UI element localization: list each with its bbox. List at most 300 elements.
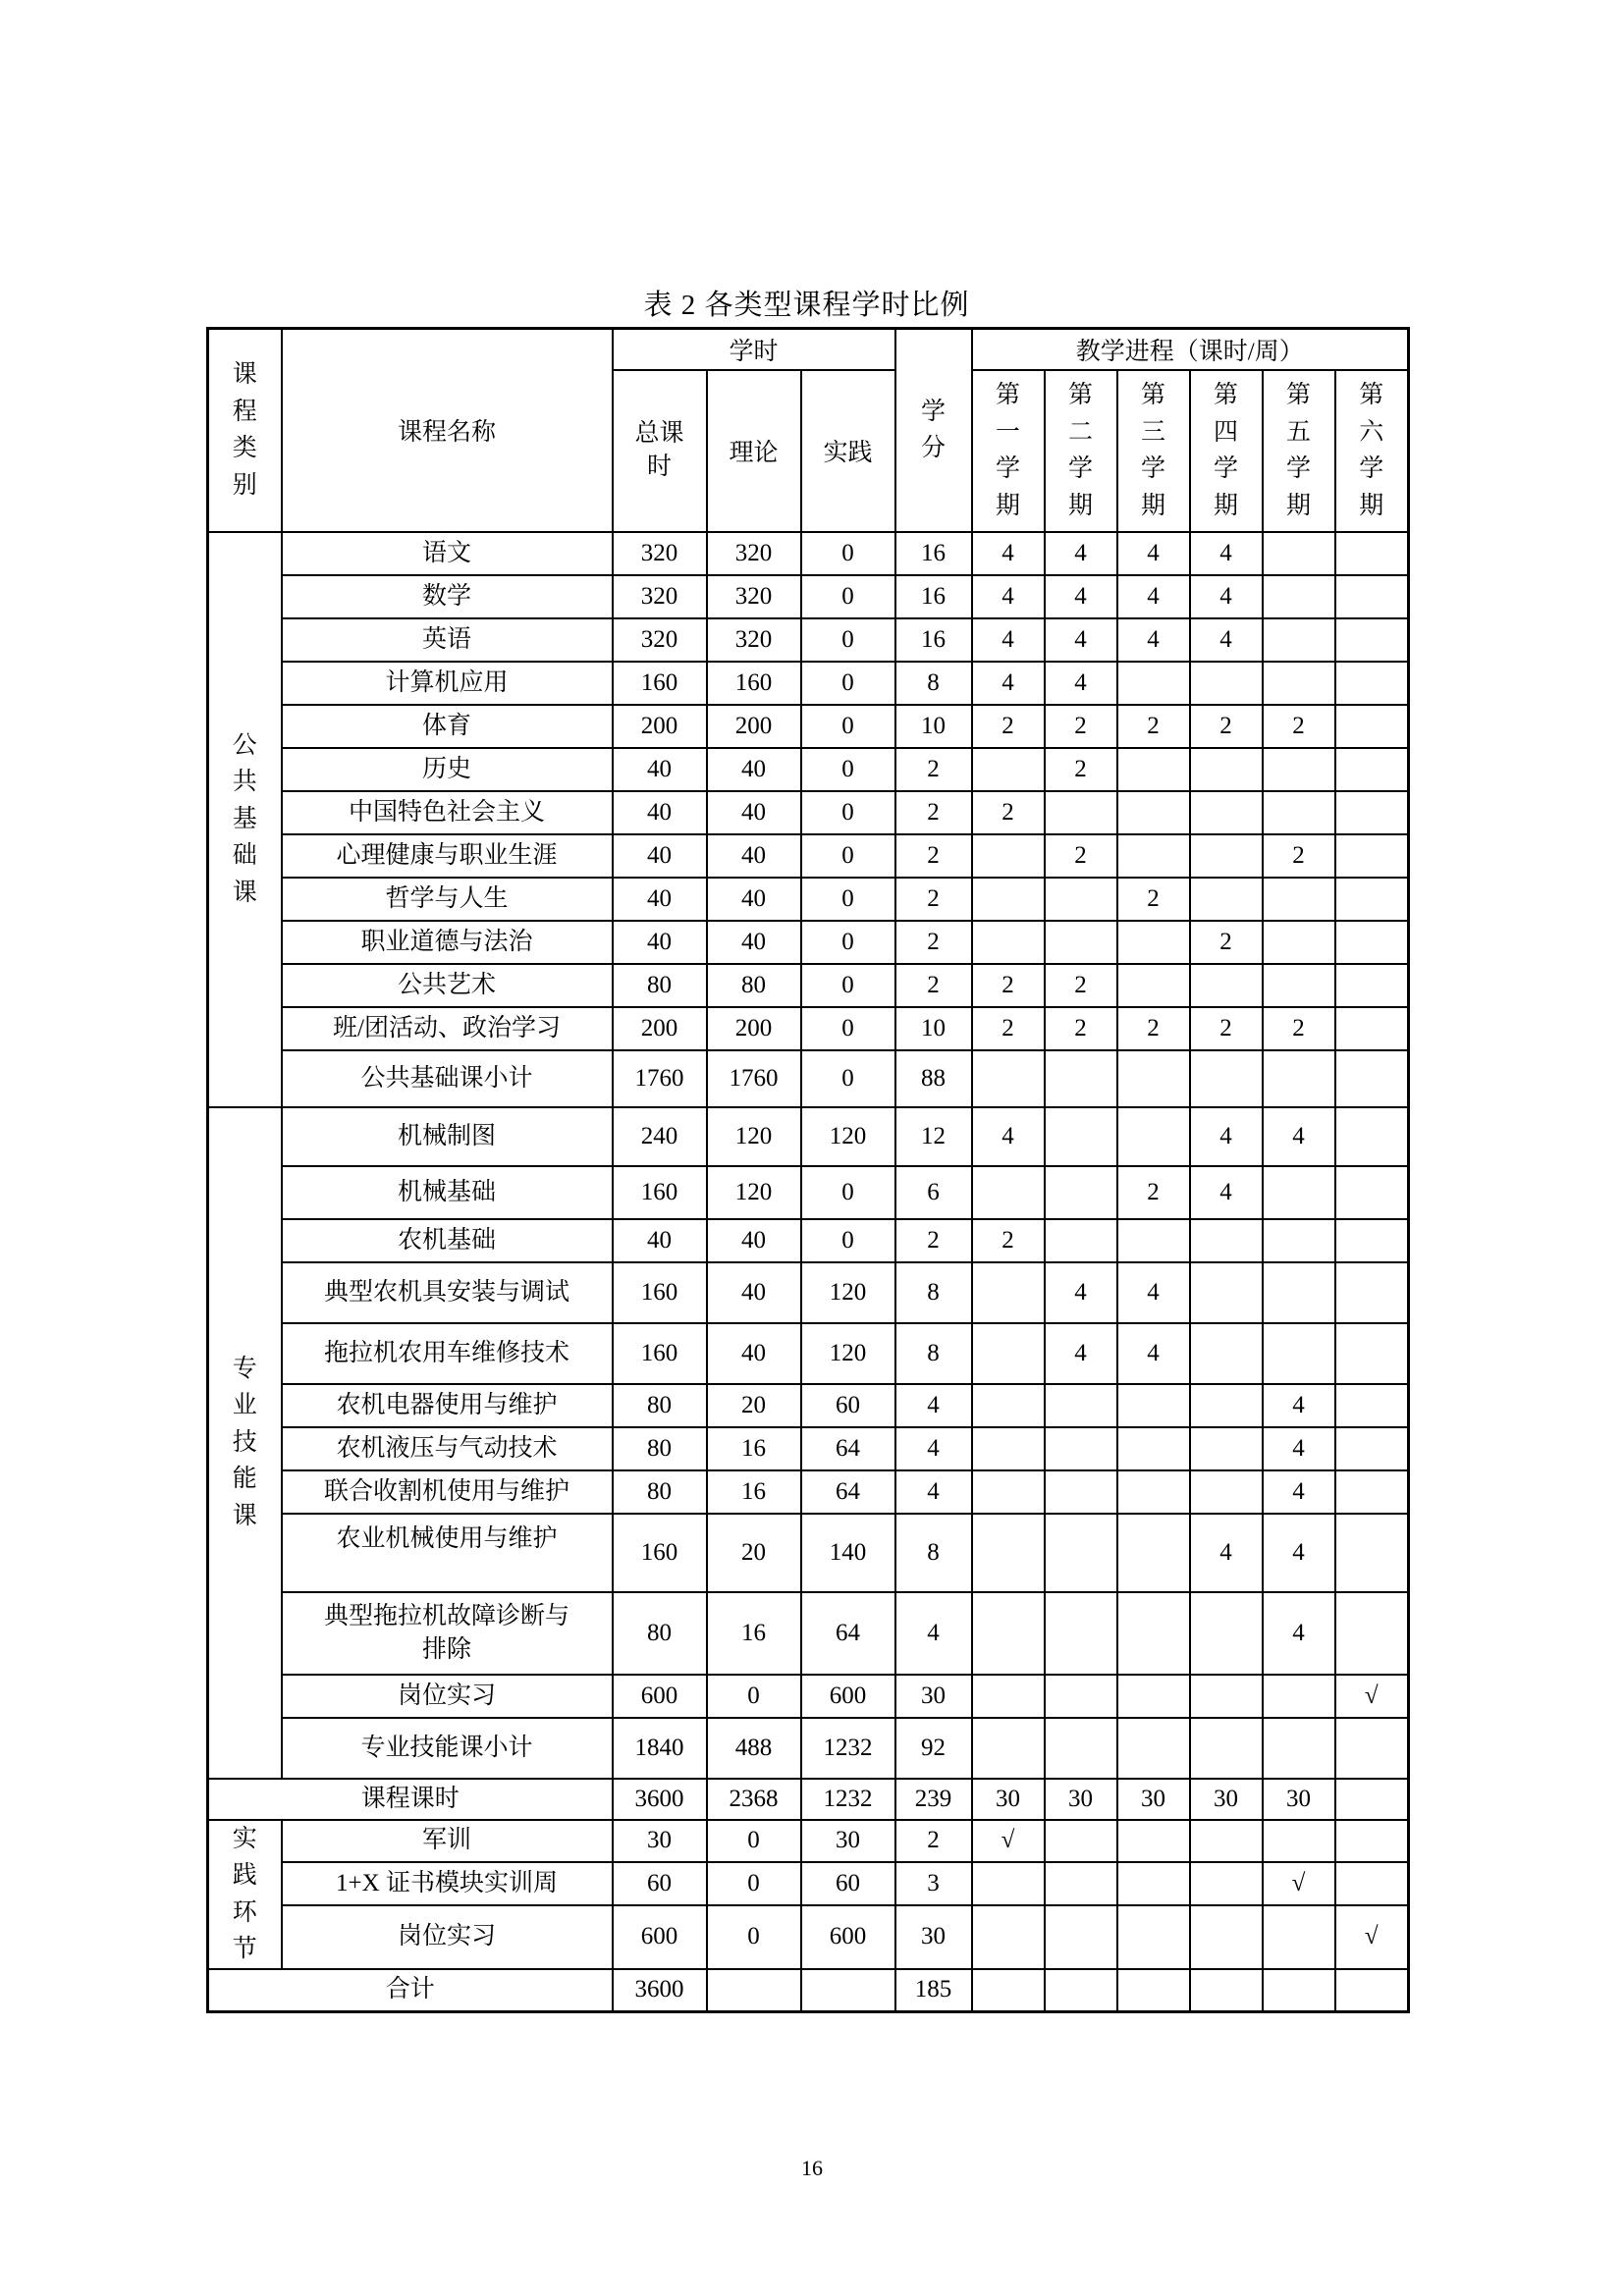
cell-semester-4 xyxy=(1190,1323,1263,1384)
course-name-text: 职业道德与法治 xyxy=(360,928,533,955)
course-name-text: 农机基础 xyxy=(397,1226,496,1254)
cell-semester-1 xyxy=(972,1862,1045,1905)
cell-total: 160 xyxy=(613,1262,707,1323)
cell-semester-4: 30 xyxy=(1190,1779,1263,1820)
cell-semester-4: 4 xyxy=(1190,1514,1263,1592)
cell-total: 40 xyxy=(613,834,707,878)
header-semester-5-text: 第五学期 xyxy=(1285,382,1311,519)
cell-course-name xyxy=(282,1384,613,1427)
cell-semester-3 xyxy=(1117,791,1190,834)
course-name-text: 计算机应用 xyxy=(385,668,509,696)
header-semester-4 xyxy=(1190,370,1263,532)
cell-semester-3 xyxy=(1117,1514,1190,1592)
cell-semester-6 xyxy=(1335,1323,1409,1384)
cell-course-name xyxy=(282,575,613,618)
cell-semester-4 xyxy=(1190,662,1263,705)
cell-semester-1: 2 xyxy=(972,791,1045,834)
cell-semester-6 xyxy=(1335,1427,1409,1470)
cell-practice: 60 xyxy=(801,1862,895,1905)
cell-total: 320 xyxy=(613,618,707,662)
cell-total: 80 xyxy=(613,964,707,1007)
cell-theory: 200 xyxy=(707,705,801,748)
cell-practice: 0 xyxy=(801,1050,895,1107)
cell-theory: 2368 xyxy=(707,1779,801,1820)
cell-course-name xyxy=(282,964,613,1007)
cell-course-name xyxy=(282,1262,613,1323)
cell-semester-1: 4 xyxy=(972,1107,1045,1166)
cell-semester-2 xyxy=(1045,1050,1117,1107)
course-name-text: 1+X 证书模块实训周 xyxy=(336,1870,558,1897)
header-semester-4-text: 第四学期 xyxy=(1213,382,1238,519)
cell-credits: 16 xyxy=(895,532,972,575)
cell-semester-5: 2 xyxy=(1263,705,1335,748)
course-row xyxy=(208,618,1409,662)
cell-semester-1 xyxy=(972,1592,1045,1675)
header-semester-1-text: 第一学期 xyxy=(995,382,1020,519)
cell-semester-6 xyxy=(1335,705,1409,748)
cell-theory: 40 xyxy=(707,1323,801,1384)
course-row xyxy=(208,1262,1409,1323)
cell-semester-4 xyxy=(1190,1592,1263,1675)
cell-semester-6 xyxy=(1335,1592,1409,1675)
cell-semester-3: 4 xyxy=(1117,618,1190,662)
header-semester-2 xyxy=(1045,370,1117,532)
cell-practice: 0 xyxy=(801,575,895,618)
cell-semester-4 xyxy=(1190,878,1263,921)
page-number: 16 xyxy=(801,2156,823,2180)
cell-practice: 0 xyxy=(801,618,895,662)
cell-course-name xyxy=(282,1427,613,1470)
header-semester-5 xyxy=(1263,370,1335,532)
cell-semester-6 xyxy=(1335,1007,1409,1050)
course-name-text: 专业技能课小计 xyxy=(360,1734,533,1761)
cell-semester-1: 30 xyxy=(972,1779,1045,1820)
cell-semester-3 xyxy=(1117,1592,1190,1675)
cell-course-name xyxy=(282,921,613,964)
cell-credits: 8 xyxy=(895,1514,972,1592)
header-theory: 理论 xyxy=(707,370,801,532)
cell-semester-5 xyxy=(1263,1718,1335,1779)
course-row xyxy=(208,532,1409,575)
cell-semester-1 xyxy=(972,1969,1045,2012)
course-row xyxy=(208,1718,1409,1779)
cell-practice: 0 xyxy=(801,1166,895,1219)
cell-semester-3: 4 xyxy=(1117,1323,1190,1384)
course-row xyxy=(208,1166,1409,1219)
section-category-text: 实践环节 xyxy=(232,1825,257,1962)
course-name-text: 农机电器使用与维护 xyxy=(336,1391,558,1418)
cell-semester-2 xyxy=(1045,1969,1117,2012)
cell-theory: 0 xyxy=(707,1675,801,1718)
cell-credits: 2 xyxy=(895,964,972,1007)
cell-course-name xyxy=(282,1514,613,1592)
cell-course-name xyxy=(282,748,613,791)
cell-semester-4: 4 xyxy=(1190,618,1263,662)
cell-total: 1760 xyxy=(613,1050,707,1107)
cell-practice: 30 xyxy=(801,1820,895,1863)
cell-semester-3 xyxy=(1117,834,1190,878)
cell-theory: 20 xyxy=(707,1514,801,1592)
section-category-label xyxy=(208,1820,282,1969)
header-semester-2-text: 第二学期 xyxy=(1067,382,1093,519)
cell-semester-6 xyxy=(1335,1107,1409,1166)
cell-theory: 40 xyxy=(707,1219,801,1262)
course-name-text: 岗位实习 xyxy=(397,1923,496,1950)
header-semester-3 xyxy=(1117,370,1190,532)
header-semester-1 xyxy=(972,370,1045,532)
cell-semester-5: 4 xyxy=(1263,1384,1335,1427)
cell-semester-6: √ xyxy=(1335,1905,1409,1969)
cell-semester-2 xyxy=(1045,1219,1117,1262)
cell-total: 160 xyxy=(613,1166,707,1219)
cell-semester-4 xyxy=(1190,748,1263,791)
course-name-text: 典型农机具安装与调试 xyxy=(323,1278,569,1306)
header-progress-group: 教学进程（课时/周） xyxy=(972,329,1409,370)
cell-practice: 64 xyxy=(801,1592,895,1675)
cell-semester-3 xyxy=(1117,1820,1190,1863)
cell-semester-6 xyxy=(1335,1969,1409,2012)
cell-credits: 16 xyxy=(895,575,972,618)
cell-semester-1: 4 xyxy=(972,618,1045,662)
cell-total: 60 xyxy=(613,1862,707,1905)
cell-credits: 8 xyxy=(895,1323,972,1384)
course-name-text: 农机液压与气动技术 xyxy=(336,1434,558,1462)
course-row xyxy=(208,1007,1409,1050)
cell-credits: 92 xyxy=(895,1718,972,1779)
cell-credits: 10 xyxy=(895,705,972,748)
cell-semester-1 xyxy=(972,748,1045,791)
cell-semester-4: 2 xyxy=(1190,705,1263,748)
cell-semester-2: 30 xyxy=(1045,1779,1117,1820)
course-name-text: 体育 xyxy=(421,712,471,739)
cell-theory: 40 xyxy=(707,834,801,878)
header-practice: 实践 xyxy=(801,370,895,532)
course-name-text: 数学 xyxy=(421,582,471,610)
cell-total: 80 xyxy=(613,1592,707,1675)
cell-semester-5 xyxy=(1263,748,1335,791)
course-name-text: 农业机械使用与维护 xyxy=(336,1524,558,1552)
cell-total: 600 xyxy=(613,1675,707,1718)
cell-semester-2: 2 xyxy=(1045,1007,1117,1050)
cell-total: 3600 xyxy=(613,1969,707,2012)
cell-total: 240 xyxy=(613,1107,707,1166)
cell-semester-5: 4 xyxy=(1263,1470,1335,1514)
cell-semester-6 xyxy=(1335,532,1409,575)
cell-semester-5 xyxy=(1263,1969,1335,2012)
cell-semester-2 xyxy=(1045,1514,1117,1592)
cell-semester-5: 4 xyxy=(1263,1592,1335,1675)
cell-semester-6 xyxy=(1335,878,1409,921)
cell-practice: 0 xyxy=(801,1219,895,1262)
cell-course-name xyxy=(282,1675,613,1718)
cell-course-name xyxy=(208,1969,613,2012)
cell-total: 40 xyxy=(613,878,707,921)
cell-semester-2: 4 xyxy=(1045,1323,1117,1384)
cell-course-name xyxy=(282,1470,613,1514)
course-row xyxy=(208,748,1409,791)
cell-theory: 120 xyxy=(707,1166,801,1219)
cell-semester-4 xyxy=(1190,1675,1263,1718)
cell-practice: 600 xyxy=(801,1905,895,1969)
cell-credits: 185 xyxy=(895,1969,972,2012)
cell-course-name xyxy=(282,834,613,878)
cell-semester-1 xyxy=(972,1675,1045,1718)
header-row-groups xyxy=(208,329,1409,370)
course-row xyxy=(208,791,1409,834)
cell-semester-3 xyxy=(1117,1107,1190,1166)
course-row xyxy=(208,1219,1409,1262)
cell-total: 320 xyxy=(613,575,707,618)
course-row xyxy=(208,1969,1409,2012)
cell-total: 160 xyxy=(613,662,707,705)
cell-practice: 140 xyxy=(801,1514,895,1592)
cell-semester-3: 2 xyxy=(1117,1166,1190,1219)
cell-semester-3: 4 xyxy=(1117,532,1190,575)
cell-credits: 10 xyxy=(895,1007,972,1050)
cell-semester-6 xyxy=(1335,1384,1409,1427)
cell-semester-1: 2 xyxy=(972,1007,1045,1050)
header-hours-group: 学时 xyxy=(613,329,895,370)
cell-semester-6 xyxy=(1335,921,1409,964)
cell-semester-4 xyxy=(1190,1262,1263,1323)
cell-semester-3: 2 xyxy=(1117,878,1190,921)
cell-theory: 16 xyxy=(707,1427,801,1470)
course-row xyxy=(208,1050,1409,1107)
cell-semester-4 xyxy=(1190,791,1263,834)
cell-semester-3: 4 xyxy=(1117,575,1190,618)
cell-practice: 0 xyxy=(801,748,895,791)
course-name-text: 英语 xyxy=(421,625,471,653)
cell-course-name xyxy=(282,1718,613,1779)
course-row xyxy=(208,1675,1409,1718)
header-course-category-text: 课程类别 xyxy=(232,361,257,499)
cell-semester-5: 4 xyxy=(1263,1427,1335,1470)
cell-semester-6 xyxy=(1335,1262,1409,1323)
cell-semester-6 xyxy=(1335,1470,1409,1514)
course-row xyxy=(208,1779,1409,1820)
cell-semester-3 xyxy=(1117,1718,1190,1779)
cell-total: 600 xyxy=(613,1905,707,1969)
course-row xyxy=(208,1470,1409,1514)
cell-semester-1 xyxy=(972,1384,1045,1427)
course-name-text: 公共艺术 xyxy=(397,971,496,998)
course-name-text: 课程课时 xyxy=(360,1785,460,1812)
header-total-hours-text: 总课时 xyxy=(634,420,684,480)
course-name-text: 历史 xyxy=(421,755,471,782)
course-row xyxy=(208,575,1409,618)
cell-semester-1 xyxy=(972,1262,1045,1323)
cell-total: 160 xyxy=(613,1323,707,1384)
cell-semester-6 xyxy=(1335,575,1409,618)
cell-course-name xyxy=(208,1779,613,1820)
cell-course-name xyxy=(282,662,613,705)
cell-theory: 16 xyxy=(707,1592,801,1675)
cell-semester-1 xyxy=(972,1050,1045,1107)
cell-credits: 88 xyxy=(895,1050,972,1107)
cell-semester-3 xyxy=(1117,1675,1190,1718)
cell-theory: 320 xyxy=(707,618,801,662)
cell-practice: 1232 xyxy=(801,1779,895,1820)
course-name-text: 机械制图 xyxy=(397,1122,496,1149)
cell-semester-6 xyxy=(1335,1050,1409,1107)
cell-semester-4 xyxy=(1190,1820,1263,1863)
cell-theory: 40 xyxy=(707,1262,801,1323)
cell-semester-1 xyxy=(972,1905,1045,1969)
cell-semester-4 xyxy=(1190,1969,1263,2012)
cell-total: 80 xyxy=(613,1470,707,1514)
cell-semester-2 xyxy=(1045,1166,1117,1219)
course-row xyxy=(208,921,1409,964)
course-name-text: 班/团活动、政治学习 xyxy=(333,1014,561,1041)
cell-theory: 320 xyxy=(707,532,801,575)
cell-total: 1840 xyxy=(613,1718,707,1779)
cell-semester-5 xyxy=(1263,964,1335,1007)
header-credits-text: 学分 xyxy=(920,398,946,462)
cell-semester-3 xyxy=(1117,1905,1190,1969)
cell-semester-2 xyxy=(1045,1384,1117,1427)
cell-total: 200 xyxy=(613,705,707,748)
cell-theory: 488 xyxy=(707,1718,801,1779)
cell-semester-4: 2 xyxy=(1190,1007,1263,1050)
cell-semester-1 xyxy=(972,834,1045,878)
course-row xyxy=(208,1323,1409,1384)
cell-semester-1: 4 xyxy=(972,532,1045,575)
cell-semester-2: 2 xyxy=(1045,964,1117,1007)
cell-semester-4 xyxy=(1190,834,1263,878)
cell-course-name xyxy=(282,1050,613,1107)
cell-semester-3 xyxy=(1117,662,1190,705)
header-total-hours xyxy=(613,370,707,532)
cell-semester-5 xyxy=(1263,1820,1335,1863)
cell-semester-5 xyxy=(1263,1166,1335,1219)
cell-credits: 2 xyxy=(895,878,972,921)
cell-course-name xyxy=(282,878,613,921)
cell-course-name xyxy=(282,1107,613,1166)
cell-semester-1 xyxy=(972,1166,1045,1219)
cell-credits: 4 xyxy=(895,1592,972,1675)
cell-semester-4 xyxy=(1190,1427,1263,1470)
cell-semester-5: 4 xyxy=(1263,1107,1335,1166)
cell-practice: 0 xyxy=(801,1007,895,1050)
cell-semester-5: 4 xyxy=(1263,1514,1335,1592)
course-name-text: 拖拉机农用车维修技术 xyxy=(323,1339,569,1366)
cell-semester-6 xyxy=(1335,1219,1409,1262)
cell-theory: 200 xyxy=(707,1007,801,1050)
cell-credits: 12 xyxy=(895,1107,972,1166)
cell-semester-5 xyxy=(1263,791,1335,834)
cell-theory: 40 xyxy=(707,748,801,791)
cell-semester-3 xyxy=(1117,1470,1190,1514)
cell-semester-2 xyxy=(1045,1820,1117,1863)
cell-credits: 30 xyxy=(895,1905,972,1969)
cell-semester-1 xyxy=(972,878,1045,921)
header-credits xyxy=(895,329,972,532)
cell-semester-1 xyxy=(972,1514,1045,1592)
cell-credits: 2 xyxy=(895,748,972,791)
cell-semester-5 xyxy=(1263,1905,1335,1969)
cell-semester-2: 2 xyxy=(1045,834,1117,878)
cell-semester-4: 2 xyxy=(1190,921,1263,964)
cell-semester-2 xyxy=(1045,1470,1117,1514)
course-row xyxy=(208,1427,1409,1470)
cell-semester-3 xyxy=(1117,1384,1190,1427)
cell-course-name xyxy=(282,532,613,575)
course-row xyxy=(208,878,1409,921)
cell-semester-5 xyxy=(1263,1050,1335,1107)
cell-semester-4: 4 xyxy=(1190,1166,1263,1219)
course-row xyxy=(208,964,1409,1007)
course-name-text: 岗位实习 xyxy=(397,1682,496,1709)
cell-theory: 0 xyxy=(707,1862,801,1905)
cell-semester-2 xyxy=(1045,1675,1117,1718)
header-semester-6 xyxy=(1335,370,1409,532)
cell-credits: 4 xyxy=(895,1427,972,1470)
cell-total: 40 xyxy=(613,1219,707,1262)
cell-semester-2: 4 xyxy=(1045,618,1117,662)
cell-semester-4: 4 xyxy=(1190,575,1263,618)
course-name-text: 军训 xyxy=(421,1827,471,1854)
cell-course-name xyxy=(282,1166,613,1219)
cell-total: 80 xyxy=(613,1427,707,1470)
cell-semester-2 xyxy=(1045,1718,1117,1779)
cell-semester-6 xyxy=(1335,662,1409,705)
cell-semester-2: 4 xyxy=(1045,532,1117,575)
cell-theory: 0 xyxy=(707,1905,801,1969)
cell-course-name xyxy=(282,1219,613,1262)
cell-credits: 2 xyxy=(895,791,972,834)
course-name-text: 合计 xyxy=(385,1976,435,2003)
cell-semester-2 xyxy=(1045,791,1117,834)
cell-total: 30 xyxy=(613,1820,707,1863)
course-row xyxy=(208,1514,1409,1592)
cell-semester-6: √ xyxy=(1335,1675,1409,1718)
cell-total: 200 xyxy=(613,1007,707,1050)
cell-semester-4 xyxy=(1190,1470,1263,1514)
cell-semester-2 xyxy=(1045,1427,1117,1470)
cell-theory: 20 xyxy=(707,1384,801,1427)
cell-semester-4 xyxy=(1190,1862,1263,1905)
course-row xyxy=(208,1862,1409,1905)
cell-semester-3 xyxy=(1117,748,1190,791)
cell-semester-4: 4 xyxy=(1190,532,1263,575)
cell-course-name xyxy=(282,1323,613,1384)
cell-semester-6 xyxy=(1335,1862,1409,1905)
cell-semester-3: 2 xyxy=(1117,1007,1190,1050)
cell-semester-1 xyxy=(972,1427,1045,1470)
cell-semester-2: 2 xyxy=(1045,705,1117,748)
cell-theory: 40 xyxy=(707,791,801,834)
cell-semester-5: 30 xyxy=(1263,1779,1335,1820)
cell-semester-6 xyxy=(1335,1166,1409,1219)
cell-practice: 120 xyxy=(801,1107,895,1166)
cell-credits: 2 xyxy=(895,834,972,878)
cell-practice: 600 xyxy=(801,1675,895,1718)
cell-practice: 0 xyxy=(801,964,895,1007)
cell-theory: 320 xyxy=(707,575,801,618)
cell-credits: 16 xyxy=(895,618,972,662)
cell-semester-1 xyxy=(972,1323,1045,1384)
course-row xyxy=(208,1107,1409,1166)
cell-semester-6 xyxy=(1335,618,1409,662)
cell-semester-4 xyxy=(1190,1905,1263,1969)
cell-semester-5 xyxy=(1263,1262,1335,1323)
cell-semester-4 xyxy=(1190,1050,1263,1107)
cell-semester-1: 4 xyxy=(972,662,1045,705)
cell-semester-2 xyxy=(1045,1862,1117,1905)
course-name-text: 中国特色社会主义 xyxy=(348,798,545,826)
cell-semester-5 xyxy=(1263,532,1335,575)
cell-credits: 6 xyxy=(895,1166,972,1219)
